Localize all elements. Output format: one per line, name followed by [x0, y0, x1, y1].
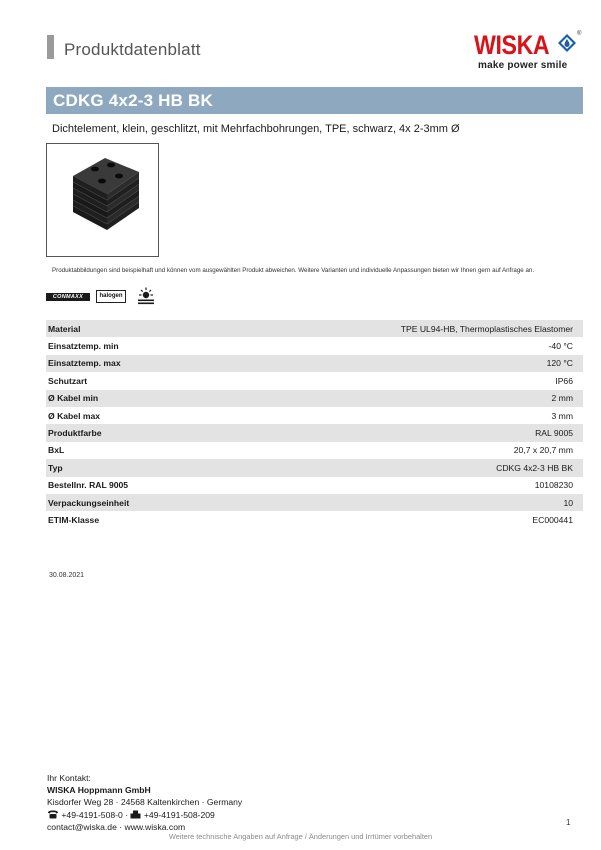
spec-row: [46, 320, 583, 337]
spec-row: [46, 477, 583, 494]
contact-web[interactable]: contact@wiska.de · www.wiska.com: [47, 821, 186, 832]
header-accent-bar: [47, 35, 54, 59]
spec-row: [46, 355, 583, 372]
spec-value: EC000441: [532, 514, 573, 525]
spec-key: Ø Kabel min: [48, 393, 99, 404]
footer-note: Weitere technische Angaben auf Anfrage / Änderungen und Irrtümer vorbehalten: [168, 832, 433, 841]
spec-value: 20,7 x 20,7 mm: [513, 445, 573, 456]
spec-key: Bestellnr. RAL 9005: [48, 480, 129, 491]
conmaxx-badge: CONMAXX: [46, 293, 90, 301]
document-date: 30.08.2021: [49, 572, 85, 579]
spec-key: Schutzart: [48, 375, 88, 386]
logo-registered-mark: ®: [577, 31, 582, 37]
spec-row: [46, 390, 583, 407]
seal-element-image: [47, 144, 160, 258]
spec-key: BxL: [48, 445, 65, 456]
spec-value: 10: [563, 497, 573, 508]
image-disclaimer: Produktabbildungen sind beispielhaft und können vom ausgewählten Produkt abweichen. Weitere Varianten und individuelle Anpassungen bieten wir Ihnen gern auf Anfrage an.: [52, 267, 535, 274]
spec-value: 120 °C: [546, 358, 573, 369]
product-description: Dichtelement, klein, geschlitzt, mit Mehrfachbohrungen, TPE, schwarz, 4x 2-3mm Ø: [52, 123, 460, 135]
halogen-free-badge: halogen: [96, 290, 126, 303]
spec-value: CDKG 4x2-3 HB BK: [496, 462, 573, 473]
fax-icon: [130, 810, 141, 819]
contact-fax[interactable]: +49-4191-508-209: [143, 809, 215, 820]
phone-icon: [47, 810, 59, 819]
spec-key: Ø Kabel max: [48, 410, 101, 421]
logo-wordmark: WISKA: [474, 30, 550, 60]
spec-key: Einsatztemp. max: [48, 358, 121, 369]
spec-row: [46, 442, 583, 459]
spec-value: TPE UL94-HB, Thermoplastisches Elastomer: [400, 323, 573, 334]
product-photo: [46, 143, 159, 257]
spec-row: [46, 511, 583, 528]
product-title: CDKG 4x2-3 HB BK: [53, 91, 214, 110]
contact-separator: ·: [125, 809, 129, 820]
spec-table: [46, 320, 583, 529]
logo-tagline: make power smile: [478, 60, 568, 71]
spec-key: Material: [48, 323, 81, 334]
spec-key: ETIM-Klasse: [48, 514, 100, 525]
page-number: 1: [566, 818, 571, 827]
spec-key: Typ: [48, 462, 63, 473]
spec-row: [46, 494, 583, 511]
spec-value: IP66: [555, 375, 573, 386]
spec-value: RAL 9005: [535, 428, 573, 439]
spec-row: [46, 459, 583, 476]
spec-key: Einsatztemp. min: [48, 341, 119, 352]
spec-row: [46, 372, 583, 389]
spec-row: [46, 424, 583, 441]
page-header-title: Produktdatenblatt: [64, 40, 201, 59]
contact-address: Kisdorfer Weg 28 · 24568 Kaltenkirchen · Germany: [47, 797, 243, 808]
spec-value: 3 mm: [551, 410, 573, 421]
spec-key: Produktfarbe: [48, 428, 102, 439]
wiska-logo[interactable]: [474, 30, 584, 74]
spec-key: Verpackungseinheit: [48, 497, 130, 508]
uv-resistant-icon: [135, 287, 157, 307]
contact-heading: Ihr Kontakt:: [47, 773, 91, 783]
spec-value: 10108230: [534, 480, 573, 491]
spec-value: -40 °C: [548, 341, 573, 352]
contact-company: WISKA Hoppmann GmbH: [47, 785, 151, 796]
logo-drop-icon: [558, 34, 576, 52]
contact-block: [47, 772, 242, 833]
spec-row: [46, 407, 583, 424]
contact-phone[interactable]: +49-4191-508-0: [61, 809, 123, 820]
spec-row: [46, 337, 583, 354]
product-title-band: [46, 87, 583, 114]
contact-phone-line: [47, 809, 242, 821]
spec-value: 2 mm: [551, 393, 573, 404]
